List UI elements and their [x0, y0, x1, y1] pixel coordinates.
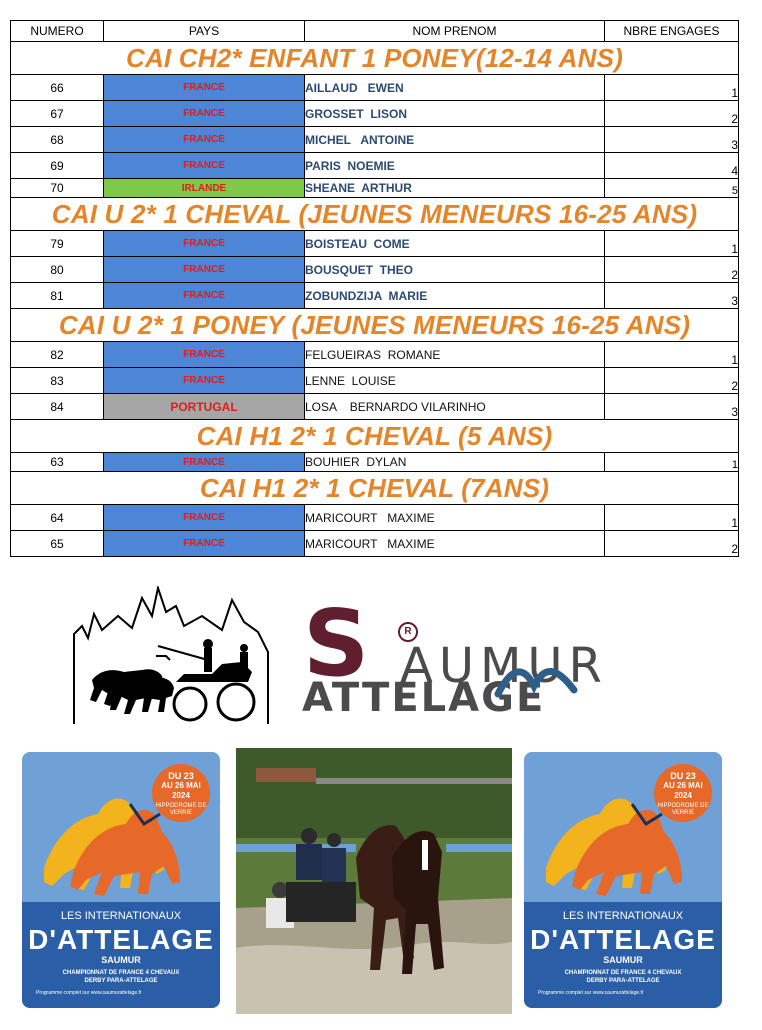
table-row: [11, 75, 739, 101]
cell-pays: FRANCE: [104, 257, 305, 283]
cell-pays: FRANCE: [104, 127, 305, 153]
cell-nom-prenom: LENNE LOUISE: [305, 368, 605, 394]
cell-nbre-engages: 2: [605, 257, 739, 283]
cell-nbre-engages: 1: [605, 231, 739, 257]
cell-nbre-engages: 1: [605, 75, 739, 101]
header-nom-prenom: NOM PRENOM: [305, 21, 605, 42]
cell-numero: 66: [11, 75, 104, 101]
section-title-row: [11, 309, 739, 342]
cell-nbre-engages: 1: [605, 505, 739, 531]
cell-numero: 68: [11, 127, 104, 153]
cell-pays: FRANCE: [104, 368, 305, 394]
logo-attelage: ATTELAGE: [302, 675, 546, 721]
table-row: [11, 101, 739, 127]
section-title-row: [11, 472, 739, 505]
cell-nom-prenom: MARICOURT MAXIME: [305, 505, 605, 531]
date-badge: [152, 764, 210, 822]
table-row: [11, 127, 739, 153]
cell-pays: FRANCE: [104, 101, 305, 127]
table-row: [11, 153, 739, 179]
badge-year: 2024: [172, 791, 190, 800]
cell-nom-prenom: MARICOURT MAXIME: [305, 531, 605, 557]
section-title: CAI U 2* 1 CHEVAL (JEUNES MENEURS 16-25 ANS): [11, 198, 739, 231]
carriage-castle-logo: [72, 586, 272, 728]
header-pays: PAYS: [104, 21, 305, 42]
cell-nom-prenom: MICHEL ANTOINE: [305, 127, 605, 153]
section-title: CAI CH2* ENFANT 1 PONEY(12-14 ANS): [11, 42, 739, 75]
poster-title-small: LES INTERNATIONAUX: [562, 910, 684, 922]
poster-title-small: LES INTERNATIONAUX: [60, 910, 182, 922]
poster-program: Programme complet sur www.saumurattelage.fr: [36, 990, 142, 996]
cell-nom-prenom: PARIS NOEMIE: [305, 153, 605, 179]
badge-venue: HIPPODROME DE VERRIE: [657, 803, 709, 816]
cell-numero: 64: [11, 505, 104, 531]
poster-subtitle1: CHAMPIONNAT DE FRANCE 4 CHEVAUX: [62, 970, 180, 976]
section-title: CAI H1 2* 1 CHEVAL (5 ANS): [11, 420, 739, 453]
table-row: [11, 531, 739, 557]
carriage-driving-photo: [236, 748, 512, 1014]
cell-numero: 83: [11, 368, 104, 394]
poster-city: SAUMUR: [603, 955, 643, 965]
cell-nom-prenom: LOSA BERNARDO VILARINHO: [305, 394, 605, 420]
entries-table: [10, 20, 739, 557]
badge-date-line1: DU 23: [168, 771, 194, 781]
table-row: [11, 231, 739, 257]
cell-numero: 65: [11, 531, 104, 557]
logo-letter-s: S: [303, 590, 370, 697]
cell-nbre-engages: 1: [605, 453, 739, 472]
table-row: [11, 342, 739, 368]
badge-venue: HIPPODROME DE VERRIE: [155, 803, 207, 816]
table-row: [11, 453, 739, 472]
table-row: [11, 505, 739, 531]
table-row: [11, 394, 739, 420]
header-nbre-engages: NBRE ENGAGES: [605, 21, 739, 42]
saumur-attelage-logo: [300, 590, 700, 730]
cell-pays: FRANCE: [104, 505, 305, 531]
poster-title-big: D'ATTELAGE: [28, 924, 214, 955]
table-row: [11, 368, 739, 394]
cell-nom-prenom: BOUHIER DYLAN: [305, 453, 605, 472]
section-title-row: [11, 198, 739, 231]
logo-swoosh: [494, 660, 578, 700]
poster-subtitle2: DERBY PARA-ATTELAGE: [84, 978, 158, 984]
cell-numero: 67: [11, 101, 104, 127]
cell-numero: 84: [11, 394, 104, 420]
badge-date-line2: AU 26 MAI: [161, 781, 201, 790]
date-badge: [654, 764, 712, 822]
cell-nom-prenom: BOUSQUET THEO: [305, 257, 605, 283]
cell-pays: FRANCE: [104, 342, 305, 368]
cell-nom-prenom: ZOBUNDZIJA MARIE: [305, 283, 605, 309]
cell-numero: 69: [11, 153, 104, 179]
table-row: [11, 257, 739, 283]
cell-nbre-engages: 5: [605, 179, 739, 198]
badge-year: 2024: [674, 791, 692, 800]
event-poster-right: [524, 752, 722, 1008]
cell-numero: 70: [11, 179, 104, 198]
cell-pays: FRANCE: [104, 453, 305, 472]
entries-table-container: [10, 20, 738, 557]
cell-nbre-engages: 4: [605, 153, 739, 179]
cell-nbre-engages: 2: [605, 368, 739, 394]
cell-nbre-engages: 2: [605, 101, 739, 127]
cell-nbre-engages: 2: [605, 531, 739, 557]
section-title-row: [11, 420, 739, 453]
header-numero: NUMERO: [11, 21, 104, 42]
badge-date-line2: AU 26 MAI: [663, 781, 703, 790]
cell-pays: FRANCE: [104, 153, 305, 179]
cell-nom-prenom: FELGUEIRAS ROMANE: [305, 342, 605, 368]
poster-program: Programme complet sur www.saumurattelage.fr: [538, 990, 644, 996]
badge-date-line1: DU 23: [670, 771, 696, 781]
cell-pays: FRANCE: [104, 283, 305, 309]
registered-mark: R: [398, 622, 418, 642]
cell-numero: 81: [11, 283, 104, 309]
section-title-row: [11, 42, 739, 75]
cell-numero: 82: [11, 342, 104, 368]
cell-pays: FRANCE: [104, 531, 305, 557]
cell-nbre-engages: 3: [605, 394, 739, 420]
header-row: [11, 21, 739, 42]
section-title: CAI H1 2* 1 CHEVAL (7ANS): [11, 472, 739, 505]
cell-pays: IRLANDE: [104, 179, 305, 198]
cell-numero: 79: [11, 231, 104, 257]
poster-subtitle1: CHAMPIONNAT DE FRANCE 4 CHEVAUX: [564, 970, 682, 976]
section-title: CAI U 2* 1 PONEY (JEUNES MENEURS 16-25 ANS): [11, 309, 739, 342]
cell-nom-prenom: AILLAUD EWEN: [305, 75, 605, 101]
cell-numero: 80: [11, 257, 104, 283]
cell-nom-prenom: SHEANE ARTHUR: [305, 179, 605, 198]
logo-aumur: AUMUR: [400, 638, 608, 694]
poster-subtitle2: DERBY PARA-ATTELAGE: [586, 978, 660, 984]
table-row: [11, 179, 739, 198]
poster-city: SAUMUR: [101, 955, 141, 965]
event-poster-left: [22, 752, 220, 1008]
cell-nbre-engages: 3: [605, 127, 739, 153]
cell-nom-prenom: GROSSET LISON: [305, 101, 605, 127]
cell-nbre-engages: 3: [605, 283, 739, 309]
table-row: [11, 283, 739, 309]
cell-pays: PORTUGAL: [104, 394, 305, 420]
poster-title-big: D'ATTELAGE: [530, 924, 716, 955]
cell-pays: FRANCE: [104, 231, 305, 257]
cell-numero: 63: [11, 453, 104, 472]
cell-pays: FRANCE: [104, 75, 305, 101]
cell-nbre-engages: 1: [605, 342, 739, 368]
cell-nom-prenom: BOISTEAU COME: [305, 231, 605, 257]
